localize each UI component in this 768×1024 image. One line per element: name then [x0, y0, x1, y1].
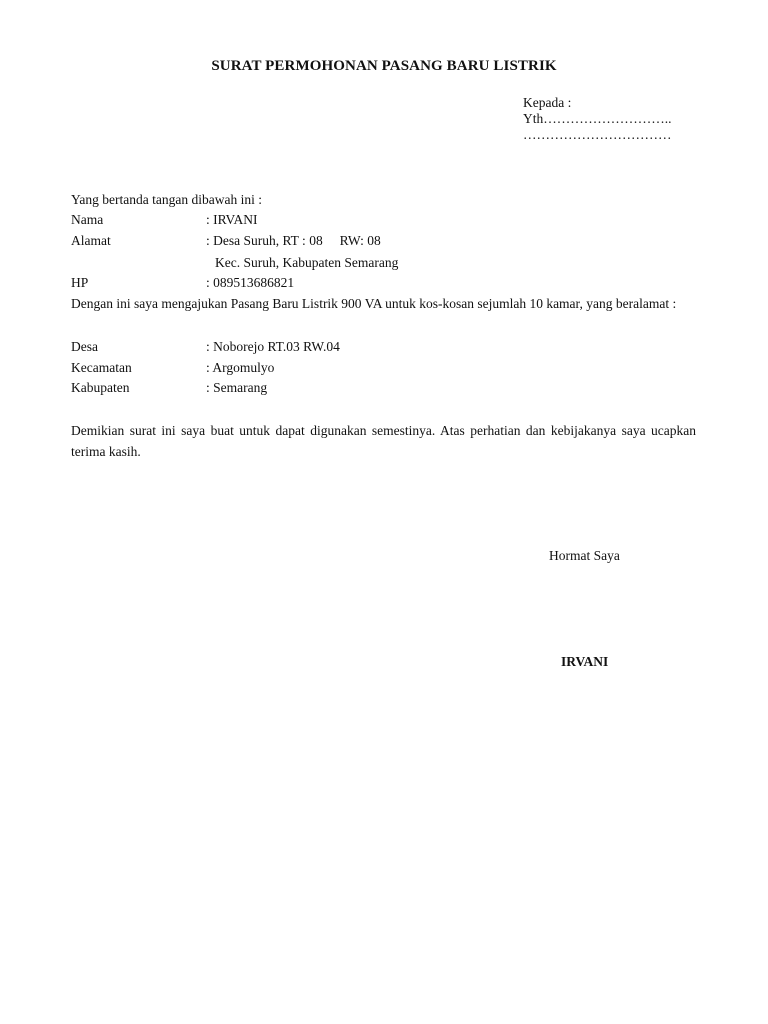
desa-label: Desa — [71, 339, 98, 354]
alamat-value: : Desa Suruh, RT : 08 RW: 08 — [206, 233, 381, 248]
kabupaten-label: Kabupaten — [71, 380, 130, 395]
kabupaten-value: : Semarang — [206, 380, 268, 395]
closing-paragraph: Demikian surat ini saya buat untuk dapat digunakan semestinya. Atas perhatian dan kebijakanya saya ucapkan terima kasih. — [71, 423, 696, 459]
alamat-value-line2: Kec. Suruh, Kabupaten Semarang — [215, 255, 399, 270]
signature-greeting: Hormat Saya — [549, 548, 620, 563]
letter-title: SURAT PERMOHONAN PASANG BARU LISTRIK — [211, 58, 557, 74]
kecamatan-value: : Argomulyo — [206, 360, 275, 375]
hp-value: : 089513686821 — [206, 275, 295, 290]
desa-value: : Noborejo RT.03 RW.04 — [206, 339, 340, 354]
intro-text: Yang bertanda tangan dibawah ini : — [71, 192, 262, 207]
hp-label: HP — [71, 275, 89, 290]
kecamatan-label: Kecamatan — [71, 360, 132, 375]
recipient-address-line: …………………………… — [523, 127, 672, 142]
recipient-kepada: Kepada : — [523, 95, 572, 110]
nama-label: Nama — [71, 212, 104, 227]
recipient-yth: Yth……………………….. — [523, 111, 672, 126]
recipient-block — [523, 95, 672, 143]
alamat-label: Alamat — [71, 233, 111, 248]
request-paragraph: Dengan ini saya mengajukan Pasang Baru Listrik 900 VA untuk kos-kosan sejumlah 10 kamar, yang beralamat : — [71, 296, 677, 311]
signature-name: IRVANI — [561, 654, 609, 669]
nama-value: : IRVANI — [206, 212, 258, 227]
